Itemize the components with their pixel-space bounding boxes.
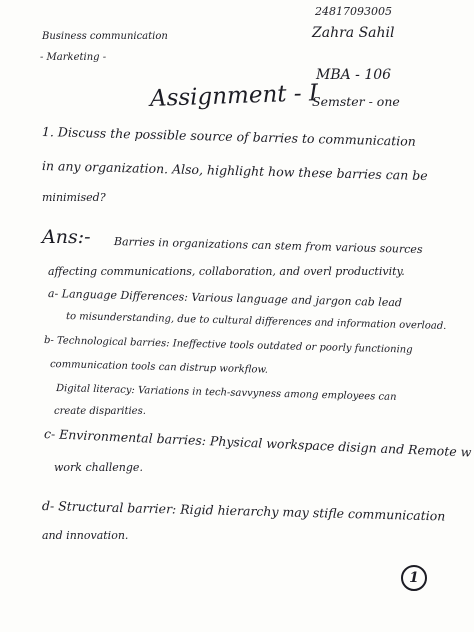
page-title: Assignment - I <box>149 80 319 112</box>
question-line-3: minimised? <box>42 191 106 204</box>
subject-title: Business communication <box>42 31 168 42</box>
page-number: 1 <box>409 570 419 586</box>
point-c-line-2: work challenge. <box>54 461 143 474</box>
question-line-1: 1. Discuss the possible source of barries to communication <box>41 124 417 149</box>
point-d-line-1: d- Structural barrier: Rigid hierarchy may stifle communication <box>41 498 446 524</box>
answer-label: Ans:- <box>42 226 91 248</box>
point-b-line-2: communication tools can distrup workflow. <box>49 359 269 376</box>
student-name: Zahra Sahil <box>312 25 395 41</box>
point-a-line-1: a- Language Differences: Various language and jargon cab lead <box>47 287 403 310</box>
answer-line-2: affecting communications, collaboration, and overl productivity. <box>48 265 405 278</box>
subject-subtitle: - Marketing - <box>40 52 107 63</box>
point-a-line-2: to misunderstanding, due to cultural differences and information overload. <box>65 311 447 332</box>
page-number-circle <box>401 565 427 591</box>
answer-line-1: Barries in organizations can stem from various sources <box>113 235 423 257</box>
question-line-2: in any organization. Also, highlight how these barries can be <box>41 158 428 184</box>
course-code: MBA - 106 <box>316 67 392 83</box>
point-b2-line-2: create disparities. <box>54 406 146 417</box>
semester: Semster - one <box>312 94 400 109</box>
roll-number: 24817093005 <box>315 5 392 18</box>
point-b-line-1: b- Technological barries: Ineffective tools outdated or poorly functioning <box>43 335 413 356</box>
point-c-line-1: c- Environmental barries: Physical workspace disign and Remote w <box>43 426 472 460</box>
point-b2-line-1: Digital literacy: Variations in tech-savvyness among employees can <box>55 383 397 403</box>
point-d-line-2: and innovation. <box>42 529 129 542</box>
